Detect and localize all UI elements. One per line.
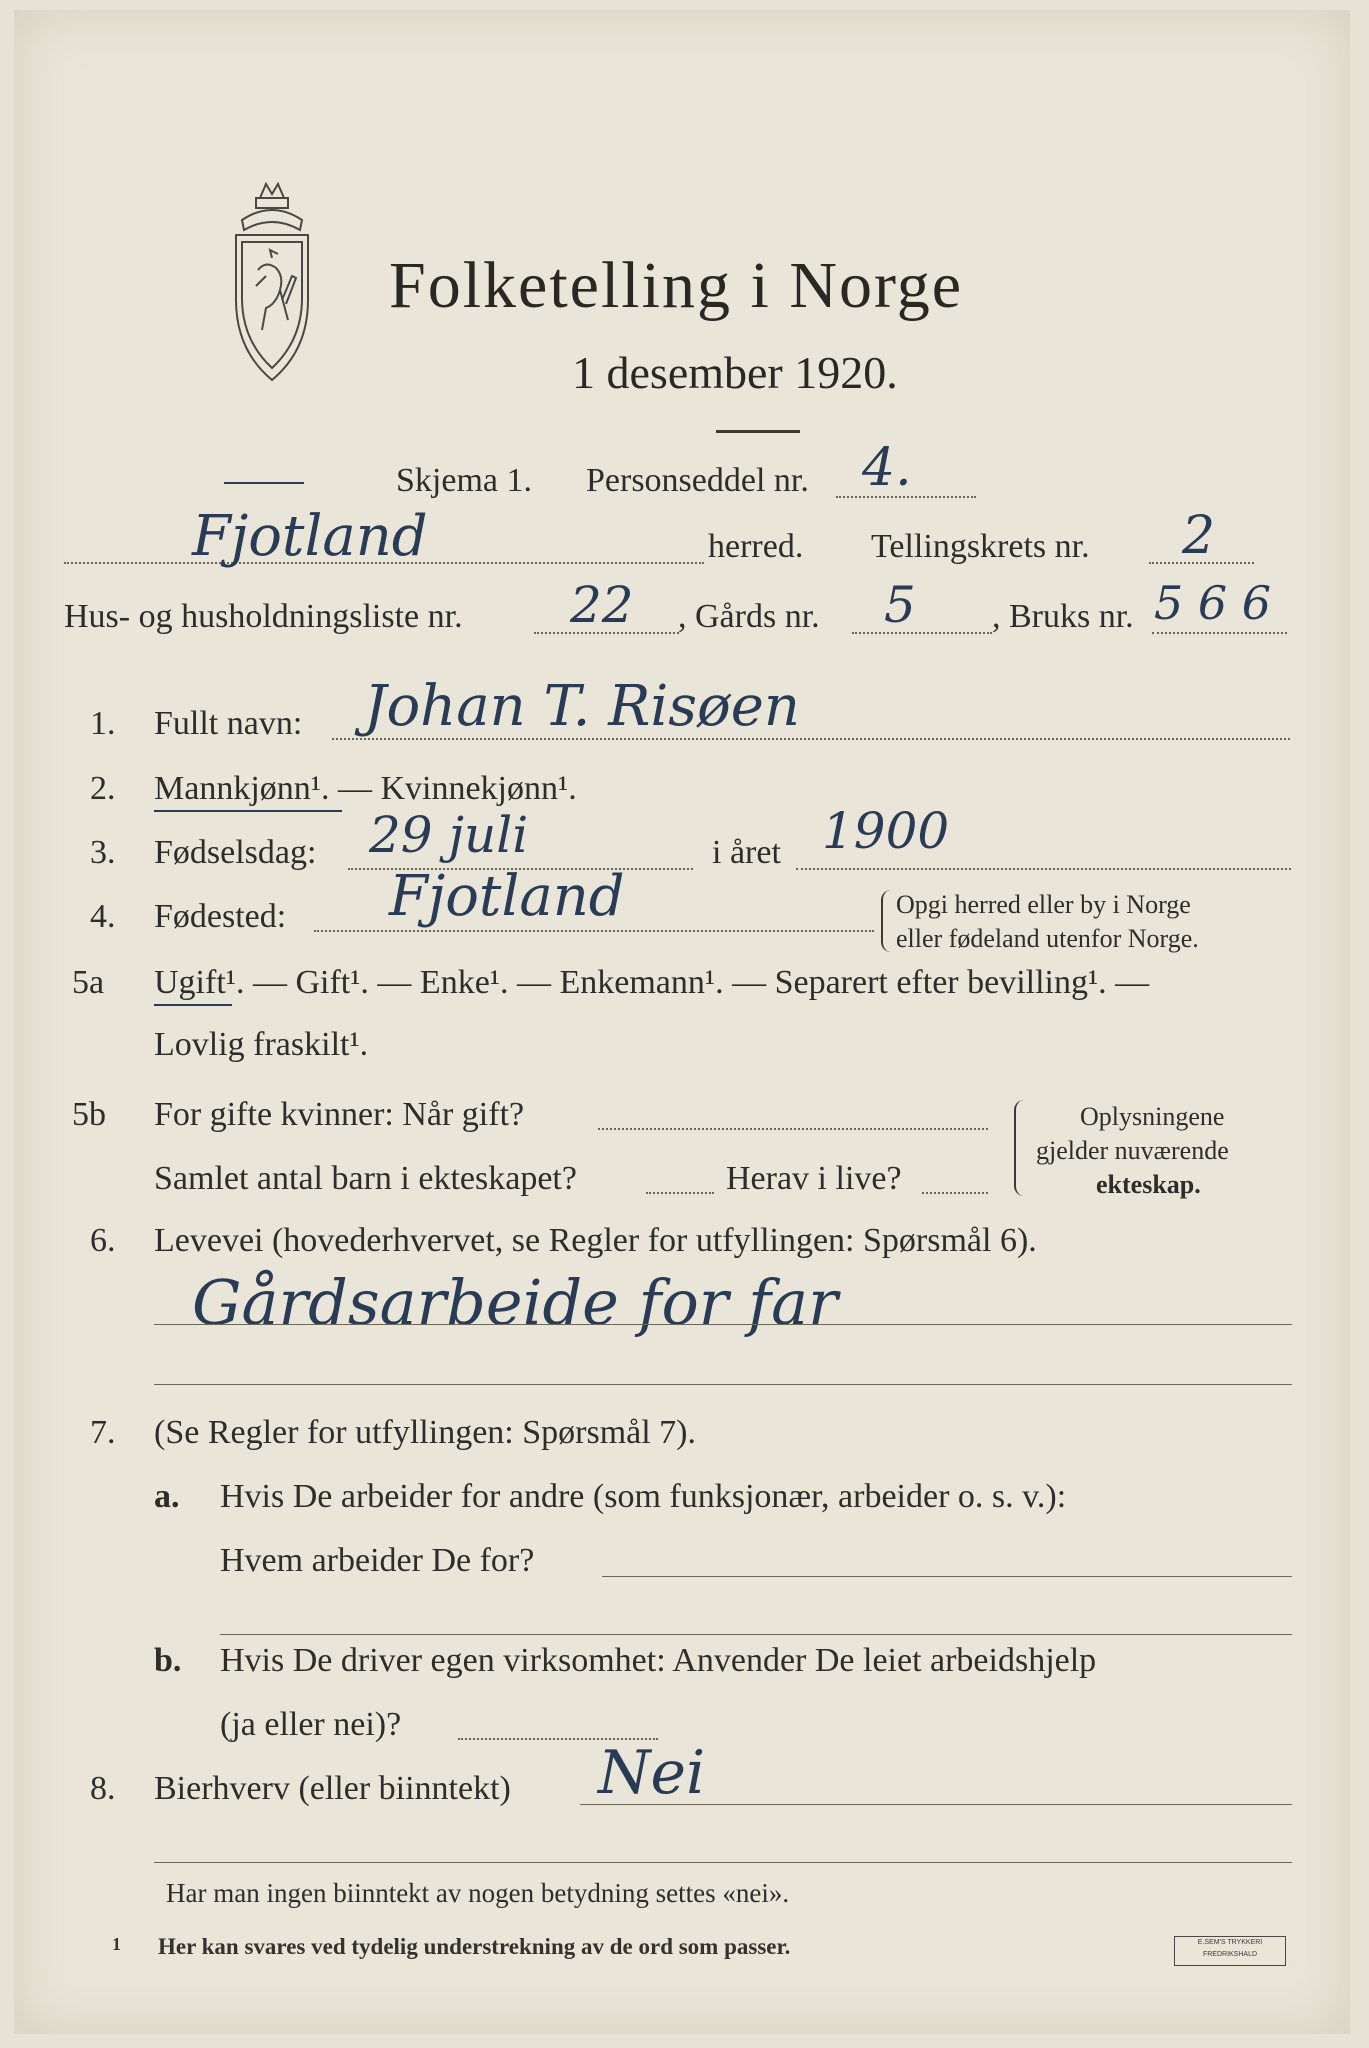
q8-number: 8. [90,1770,116,1807]
footnote-mark: 1 [112,1934,121,1954]
marriage-note-1: Oplysningene [1080,1102,1225,1131]
bruks-value: 5 6 6 [1154,576,1272,630]
q4-number: 4. [90,898,116,935]
q7b-question: Hvis De driver egen virksomhet: Anvender De leiet arbeidshjelp [220,1642,1097,1679]
birthyear-value: 1900 [822,802,950,860]
q5b-number: 5b [72,1096,106,1133]
birthyear-line [796,868,1291,870]
birthplace-note-bracket [881,890,891,952]
q4-label: Fødested: [154,898,287,935]
side-income-line-2 [154,1862,1292,1863]
q7b-letter: b. [154,1642,182,1679]
herred-label: herred. [708,528,804,565]
marriage-note-bracket [1014,1100,1024,1196]
q7-label: (Se Regler for utfyllingen: Spørsmål 7). [154,1414,697,1451]
q6-label: Levevei (hovederhvervet, se Regler for utfyllingen: Spørsmål 6). [154,1222,1037,1259]
bruks-line [1152,632,1287,634]
coat-of-arms-icon [222,180,322,390]
children-label: Samlet antal barn i ekteskapet? [154,1160,577,1197]
q8-label: Bierhverv (eller biinntekt) [154,1770,511,1807]
occupation-value: Gårdsarbeide for far [192,1266,838,1339]
husholdning-label: Hus- og husholdningsliste nr. [64,598,463,635]
form-date: 1 desember 1920. [572,347,898,398]
employer-line-2 [220,1634,1292,1635]
birthdate-value: 29 juli [369,806,529,864]
title-rule [716,430,800,433]
q3-label: Fødselsdag: [154,834,317,871]
birthplace-note-2: eller fødeland utenfor Norge. [896,924,1199,953]
personseddel-value: 4. [862,438,912,498]
footnote-text: Her kan svares ved tydelig understrekning av de ord som passer. [158,1934,791,1959]
gards-line [852,632,992,634]
side-income-note: Har man ingen biinntekt av nogen betydning settes «nei». [166,1878,790,1908]
side-income-value: Nei [598,1738,706,1808]
gender-options: Mannkjønn¹. — Kvinnekjønn¹. [154,770,577,807]
form-title: Folketelling i Norge [389,249,964,322]
occupation-line-2 [154,1384,1292,1385]
gards-value: 5 [884,576,916,634]
married-when-line [598,1128,988,1130]
husholdning-value: 22 [570,576,634,634]
printer-stamp [1174,1936,1286,1966]
q7a-question: Hvis De arbeider for andre (som funksjonær, arbeider o. s. v.): [220,1478,1067,1515]
birthplace-line [314,930,874,932]
printer-stamp-line-2: FREDRIKSHALD [1202,1951,1258,1958]
q7a-letter: a. [154,1478,180,1515]
dash-mark [224,482,304,484]
marriage-note-3: ekteskap. [1096,1170,1201,1199]
marital-options: Ugift¹. — Gift¹. — Enke¹. — Enkemann¹. — Separert efter bevilling¹. — [154,964,1150,1001]
marital-options-line2: Lovlig fraskilt¹. [154,1026,369,1063]
q6-number: 6. [90,1222,116,1259]
schema-label: Skjema 1. [396,462,532,499]
herred-value: Fjotland [192,504,428,569]
q2-number: 2. [90,770,116,807]
children-alive-label: Herav i live? [726,1160,902,1197]
full-name-value: Johan T. Risøen [364,674,800,739]
q7b-yes-no-label: (ja eller nei)? [220,1706,402,1743]
birthplace-value: Fjotland [389,864,625,929]
personseddel-label: Personseddel nr. [586,462,809,499]
married-when-label: For gifte kvinner: Når gift? [154,1096,525,1133]
marriage-note-2: gjelder nuværende [1036,1136,1229,1165]
occupation-line-1 [154,1324,1292,1325]
tellingskrets-label: Tellingskrets nr. [871,528,1090,565]
q3-number: 3. [90,834,116,871]
year-label: i året [712,834,781,871]
q7-number: 7. [90,1414,116,1451]
census-sheet [14,10,1350,2034]
children-line [646,1192,714,1194]
q1-label: Fullt navn: [154,705,303,742]
q1-number: 1. [90,705,116,742]
bruks-label: , Bruks nr. [992,598,1134,635]
q5a-number: 5a [72,964,105,1001]
children-alive-line [922,1192,988,1194]
gender-underline [154,810,342,812]
employer-line-1 [602,1576,1292,1577]
q7a-employer-label: Hvem arbeider De for? [220,1542,535,1579]
birthplace-note-1: Opgi herred eller by i Norge [896,890,1191,919]
gards-label: , Gårds nr. [678,598,820,635]
printer-stamp-line-1: E.SEM'S TRYKKERI [1197,1939,1263,1946]
tellingskrets-value: 2 [1182,506,1216,566]
marital-underline [154,1004,232,1006]
